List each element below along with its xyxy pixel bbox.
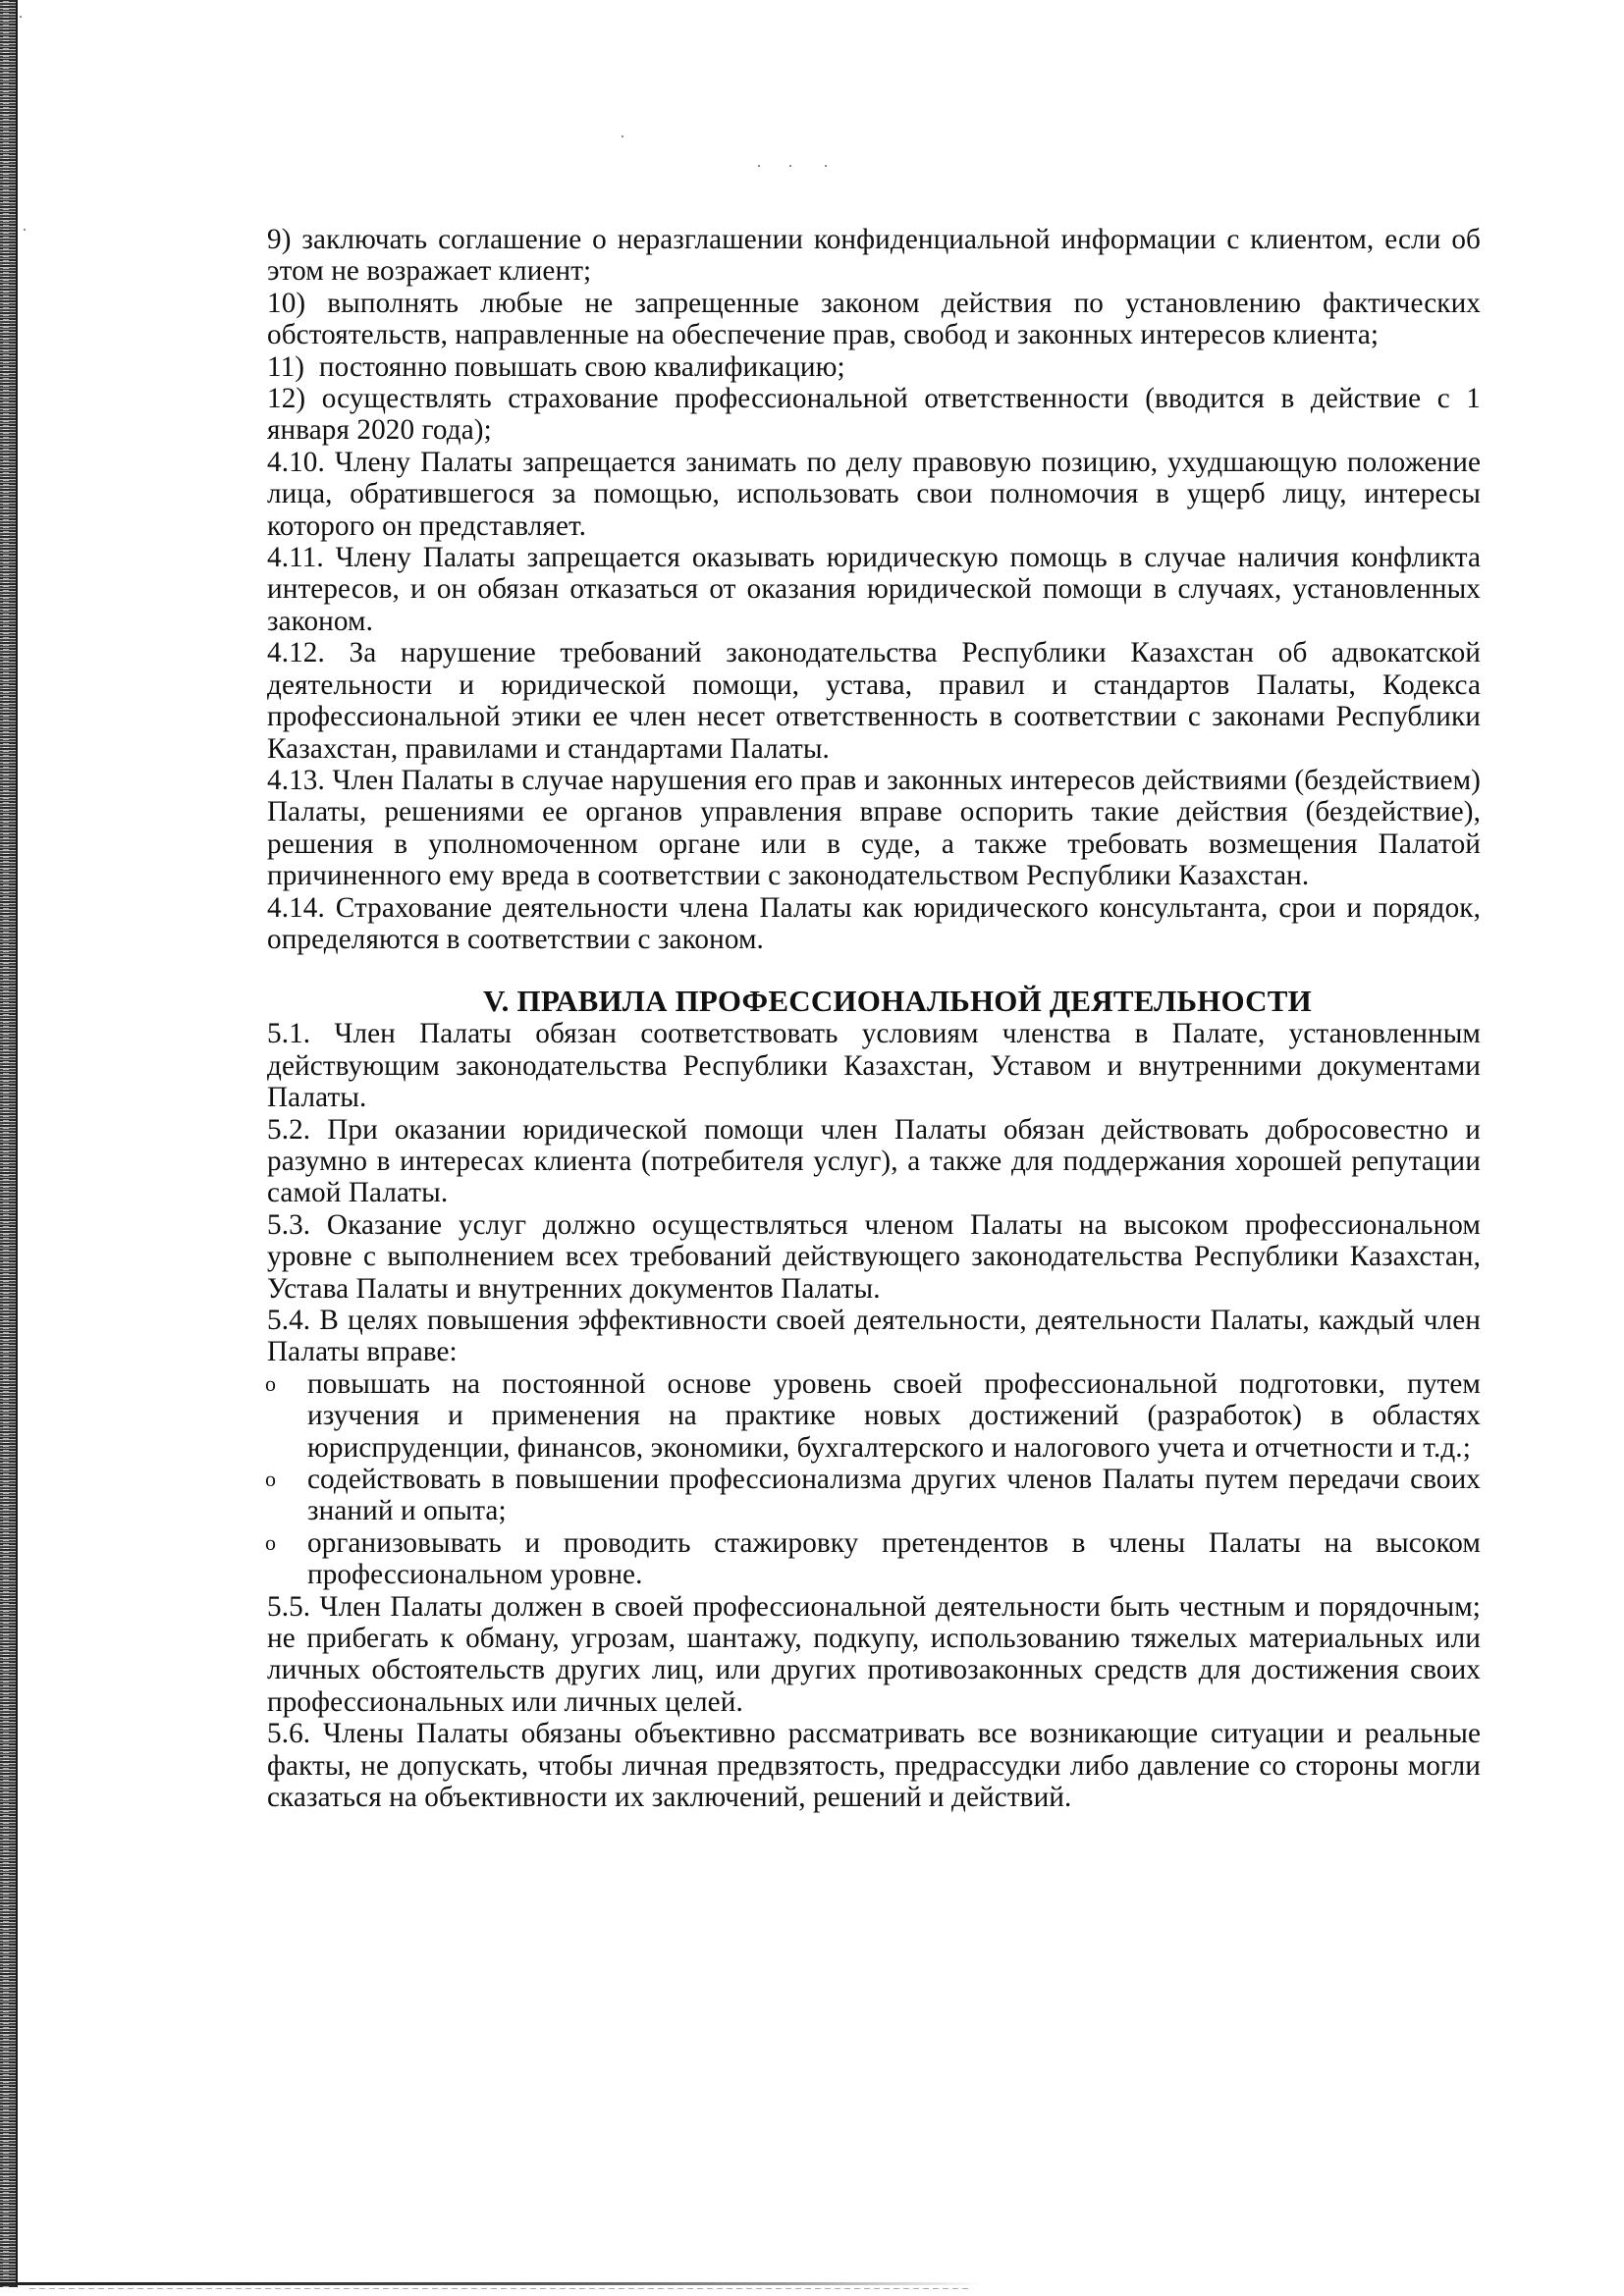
scan-bottom-edge-faint — [29, 2288, 972, 2289]
paragraph-5-3: 5.3. Оказание услуг должно осуществляться членом Палаты на высоком профессиональном уровне с выполнением всех требований действующего законодательства Республики Казахстан, Устава Палаты и внутренних документов Палаты. — [267, 1208, 1481, 1305]
paragraph-5-4: 5.4. В целях повышения эффективности своей деятельности, деятельности Палаты, каждый член Палаты вправе: — [267, 1305, 1481, 1368]
paragraph-4-11: 4.11. Члену Палаты запрещается оказывать юридическую помощь в случае наличия конфликта интересов, и он обязан отказаться от оказания юридической помощи в случаях, установленных законом. — [267, 542, 1481, 637]
bullet-item — [267, 1527, 1481, 1591]
paragraph-4-10: 4.10. Члену Палаты запрещается занимать по делу правовую позицию, ухудшающую положение лица, обратившегося за помощью, использовать свои полномочия в ущерб лицу, интересы которого он представляет. — [267, 446, 1481, 542]
scan-speck — [24, 229, 26, 231]
list-item-10: 10) выполнять любые не запрещенные законом действия по установлению фактических обстоятельств, направленные на обеспечение прав, свобод и законных интересов клиента; — [267, 287, 1481, 351]
section-4-paragraphs — [267, 447, 1481, 956]
document-page — [267, 224, 1481, 1814]
bullet-text: повышать на постоянной основе уровень своей профессиональной подготовки, путем изучения и применения на практике новых достижений (разработок) в областях юриспруденции, финансов, экономики, бухгалтерского и налогового учета и отчетности и т.д.; — [307, 1367, 1481, 1464]
circle-bullet-icon: o — [265, 1529, 277, 1555]
list-item-12: 12) осуществлять страхование профессиональной ответственности (вводится в действие с 1 января 2020 года); — [267, 383, 1481, 447]
scan-speck — [789, 165, 791, 167]
paragraph-5-6: 5.6. Члены Палаты обязаны объективно рассматривать все возникающие ситуации и реальные факты, не допускать, чтобы личная предвзятость, предрассудки либо давление со стороны могли сказаться на объективности их заключений, решений и действий. — [267, 1718, 1481, 1814]
section-heading: V. ПРАВИЛА ПРОФЕССИОНАЛЬНОЙ ДЕЯТЕЛЬНОСТИ — [483, 984, 1312, 1019]
rights-bullet-list — [267, 1368, 1481, 1591]
bullet-text: организовывать и проводить стажировку претендентов в члены Палаты на высоком профессиональном уровне. — [307, 1526, 1481, 1591]
scan-speck — [758, 165, 760, 167]
bullet-text: содействовать в повышении профессионализма других членов Палаты путем передачи своих знаний и опыта; — [307, 1464, 1481, 1527]
paragraph-4-12: 4.12. За нарушение требований законодательства Республики Казахстан об адвокатской деятельности и юридической помощи, устава, правил и стандартов Палаты, Кодекса профессиональной этики ее член несет ответственность в соответствии с законами Республики Казахстан, правилами и стандартами Палаты. — [267, 637, 1481, 765]
section-5 — [267, 985, 1481, 1813]
bullet-item — [267, 1464, 1481, 1527]
list-items-continued — [267, 224, 1481, 447]
paragraph-5-1: 5.1. Член Палаты обязан соответствовать условиям членства в Палате, установленным действующим законодательства Республики Казахстан, Уставом и внутренними документами Палаты. — [267, 1018, 1481, 1114]
scan-speck — [20, 16, 22, 18]
scan-bottom-edge — [0, 2282, 982, 2285]
paragraph-5-5: 5.5. Член Палаты должен в своей профессиональной деятельности быть честным и порядочным; не прибегать к обману, угрозам, шантажу, подкупу, использованию тяжелых материальных или личных обстоятельств других лиц, или других противозаконных средств для достижения своих профессиональных или личных целей. — [267, 1590, 1481, 1718]
list-item-9: 9) заключать соглашение о неразглашении конфиденциальной информации с клиентом, если об этом не возражает клиент; — [267, 224, 1481, 288]
bullet-item — [267, 1368, 1481, 1464]
circle-bullet-icon: o — [265, 1370, 277, 1396]
paragraph-4-13: 4.13. Член Палаты в случае нарушения его прав и законных интересов действиями (бездействием) Палаты, решениями ее органов управления вправе оспорить такие действия (бездействие), решения в уполномоченном органе или в суде, а также требовать возмещения Палатой причиненного ему вреда в соответствии с законодательством Республики Казахстан. — [267, 764, 1481, 892]
paragraph-4-14: 4.14. Страхование деятельности члена Палаты как юридического консультанта, срои и порядок, определяются в соответствии с законом. — [267, 891, 1481, 955]
scan-speck — [622, 135, 623, 137]
circle-bullet-icon: o — [265, 1467, 277, 1492]
spacer — [267, 955, 1481, 985]
paragraph-5-2: 5.2. При оказании юридической помощи член Палаты обязан действовать добросовестно и разумно в интересах клиента (потребителя услуг), а также для поддержания хорошей репутации самой Палаты. — [267, 1113, 1481, 1209]
list-item-11: 11) постоянно повышать свою квалификацию; — [267, 350, 845, 383]
scan-speck — [825, 165, 827, 167]
scan-edge-artifact — [0, 0, 18, 2287]
